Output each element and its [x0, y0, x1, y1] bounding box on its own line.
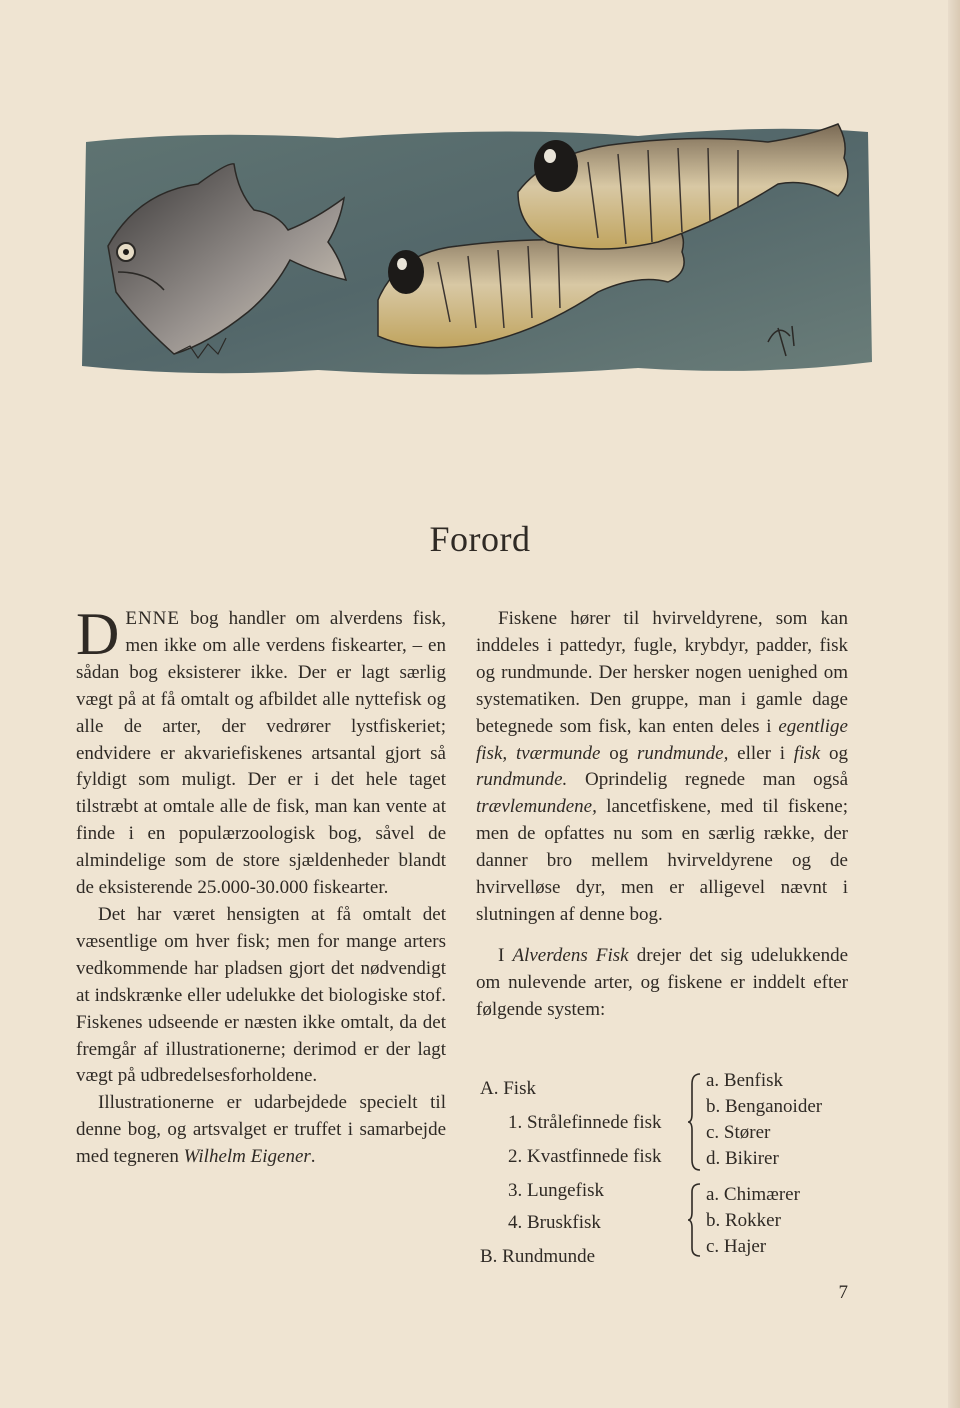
system-class-a: A. Fisk [480, 1078, 536, 1099]
lead-word: ENNE [125, 608, 180, 629]
page-number: 7 [838, 1282, 848, 1303]
rp1-i4: rundmunde. [476, 769, 568, 791]
page-title: Forord [429, 519, 531, 559]
group1-item-a: a. Benfisk [706, 1070, 784, 1091]
system-order-1: 1. Strålefinnede fisk [508, 1112, 662, 1133]
system-order-2: 2. Kvastfinnede fisk [508, 1146, 662, 1167]
rp1-i2: rundmunde, [637, 742, 729, 764]
group1-item-c: c. Stører [706, 1122, 771, 1143]
rp1-f: lancetfiskene, med til fiskene; men de opfattes nu som en særlig række, der danner bro mellem hvirveldyrene og de hvirvelløse dyr, men er alligevel nævnt i slutningen af denne bog. [476, 796, 848, 925]
left-paragraph-3-end: . [310, 1146, 316, 1168]
brace-group-1-icon [688, 1072, 702, 1172]
left-paragraph-3-text: Illustrationerne er udarbejdede specielt til denne bog, og artsvalget er truffet i samarbejde med tegneren [76, 1092, 446, 1168]
illustrator-name: Wilhelm Eigener [183, 1146, 311, 1168]
rp1-a: Fiskene hører til hvirveldyrene, som kan inddeles i pattedyr, fugle, krybdyr, padder, fisk og rundmunde. Der hersker nogen uenighed om systematiken. Den gruppe, man i gamle dage betegnede som fisk, kan enten deles i [476, 608, 848, 737]
rp1-c: eller i [728, 742, 794, 764]
rp1-b: og [600, 742, 638, 764]
left-column [76, 601, 446, 1171]
rp1-i1: egentlige fisk, tværmunde [476, 715, 848, 764]
system-order-3: 3. Lungefisk [508, 1180, 605, 1201]
left-paragraph-2: Det har været hensigten at få omtalt det væsentlige om hver fisk; men for mange arters vedkommende har pladsen gjort det nødvendigt at indskrænke eller udelukke det biologiske stof. Fiskenes udseende er næsten ikke omtalt, da det fremgår af illustrationerne; derimod er der lagt vægt på udbredelsesforholdene. [76, 903, 446, 1087]
left-paragraph-1 [76, 601, 446, 902]
group1-item-b: b. Benganoider [706, 1096, 823, 1117]
group1-item-d: d. Bikirer [706, 1148, 779, 1169]
rp1-d: og [820, 742, 848, 764]
group2-item-a: a. Chimærer [706, 1184, 800, 1205]
page-edge [948, 0, 960, 1408]
left-paragraph-1-text: bog handler om alverdens fisk, men ikke om alle verdens fiskearter, – en sådan bog eksisterer ikke. Der er lagt særlig vægt på at få omtalt og afbildet alle nyttefisk og alle de arter, der vedrører lystfiskeriet; endvidere er akvariefiskenes artsantal gjort så fyldigt som muligt. Der er i det hele taget tilstræbt at omtale alle de fisk, man kan vente at finde i en populærzoologisk bog, såvel de almindelige som de store sjældenheder blandt de eksisterende 25.000-30.000 fiskearter. [76, 608, 446, 899]
rp1-i3: fisk [793, 742, 821, 764]
right-paragraph-2 [476, 943, 848, 1024]
rp1-e: Oprindelig regnede man også [567, 769, 848, 791]
drop-cap: D [76, 601, 120, 667]
rp2-b: drejer det sig udelukkende om nulevende arter, og fiskene er inddelt efter følgende system: [476, 944, 849, 1020]
group2-item-b: b. Rokker [706, 1210, 781, 1231]
fish-illustration [78, 122, 874, 384]
right-paragraph-1 [476, 606, 848, 929]
rp1-i5: trævlemundene, [476, 796, 597, 818]
group2-item-c: c. Hajer [706, 1236, 767, 1257]
rp2-a: I [498, 944, 513, 966]
book-title: Alverdens Fisk [512, 944, 629, 966]
system-class-b: B. Rundmunde [480, 1246, 596, 1267]
classification-system [476, 1068, 856, 1278]
left-paragraph-3 [76, 1090, 446, 1171]
brace-group-2-icon [688, 1182, 702, 1258]
right-column [476, 606, 848, 1024]
system-order-4: 4. Bruskfisk [508, 1212, 601, 1233]
